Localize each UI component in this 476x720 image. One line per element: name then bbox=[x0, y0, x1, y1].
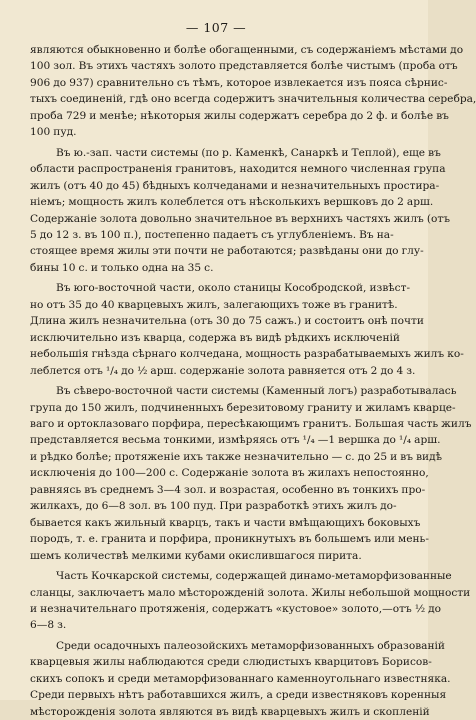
text-line: 100 зол. Въ этихъ частяхъ золото представляется болѣе чистымъ (проба отъ bbox=[30, 60, 458, 73]
text-line: Содержаніе золота довольно значительное въ верхнихъ частяхъ жилъ (отъ bbox=[30, 212, 450, 225]
text-line: 100 пуд. bbox=[30, 126, 77, 139]
text-line: 906 до 937) сравнительно съ тѣмъ, которое извлекается изъ пояса сѣрнис- bbox=[30, 76, 448, 89]
text-line: исключенія до 100—200 с. Содержаніе золота въ жилахъ непостоянно, bbox=[30, 467, 429, 480]
text-line: кварцевыя жилы наблюдаются среди слюдистыхъ кварцитовъ Борисов- bbox=[30, 656, 432, 669]
text-line: бины 10 с. и только одна на 35 с. bbox=[30, 261, 214, 274]
text-line: тыхъ соединеній, гдѣ оно всегда содержитъ значительныя количества серебра, bbox=[30, 93, 476, 106]
text-line: но отъ 35 до 40 кварцевыхъ жилъ, залегающихъ тоже въ гранитѣ. bbox=[30, 298, 398, 311]
text-line: Въ ю.-зап. части системы (по р. Каменкѣ, Санаркѣ и Теплой), еще въ bbox=[56, 146, 441, 159]
text-line: области распространенія гранитовъ, находится немного численная група bbox=[30, 163, 446, 176]
text-line: Длина жилъ незначительна (отъ 30 до 75 сажъ.) и состоитъ онѣ почти bbox=[30, 315, 424, 328]
text-line: група до 150 жилъ, подчиненныхъ березитовому граниту и жиламъ кварце- bbox=[30, 401, 456, 414]
paragraph-1 bbox=[30, 42, 476, 141]
text-line: сланцы, заключаетъ мало мѣсторожденій золота. Жилы небольшой мощности bbox=[30, 586, 471, 599]
text-line: ваго и ортоклазоваго порфира, пересѣкающимъ гранитъ. Большая часть жилъ bbox=[30, 417, 472, 430]
text-line: представляется весьма тонкими, измѣряясь отъ ¹/₄ —1 вершка до ¹/₄ арш. bbox=[30, 434, 441, 447]
text-line: Среди первыхъ нѣтъ работавшихся жилъ, а среди известняковъ коренныя bbox=[30, 689, 447, 702]
text-line: мѣсторожденія золота являются въ видѣ кварцевыхъ жилъ и скопленій bbox=[30, 705, 430, 718]
paragraph-4 bbox=[30, 383, 472, 564]
text-line: ніемъ; мощность жилъ колеблется отъ нѣсколькихъ вершковъ до 2 арш. bbox=[30, 196, 434, 209]
text-line: скихъ сопокъ и среди метаморфизованнаго каменноугольнаго известняка. bbox=[30, 672, 451, 685]
text-line: проба 729 и менѣе; нѣкоторыя жилы содержатъ серебра до 2 ф. и болѣе въ bbox=[30, 109, 449, 122]
text-line: Въ сѣверо-восточной части системы (Каменный логъ) разработывалась bbox=[56, 385, 457, 398]
text-line: Часть Кочкарской системы, содержащей динамо-метаморфизованные bbox=[56, 570, 452, 583]
paragraph-5 bbox=[30, 568, 471, 634]
text-line: Среди осадочныхъ палеозойскихъ метаморфизованныхъ образованій bbox=[56, 639, 445, 652]
paragraph-6 bbox=[30, 638, 451, 720]
text-line: исключительно изъ кварца, содержа въ видѣ рѣдкихъ исключеній bbox=[30, 331, 400, 344]
paragraph-2 bbox=[30, 145, 450, 277]
text-line: небольшія гнѣзда сѣрнаго колчедана, мощность разрабатываемыхъ жилъ ко- bbox=[30, 348, 464, 361]
text-line: 6—8 з. bbox=[30, 619, 67, 632]
text-line: и незначительнаго протяженія, содержатъ «кустовое» золото,—отъ ½ до bbox=[30, 602, 442, 615]
text-line: стоящее время жилы эти почти не работаются; развѣданы они до глу- bbox=[30, 245, 424, 258]
text-line: бывается какъ жильный кварцъ, такъ и части вмѣщающихъ боковыхъ bbox=[30, 516, 421, 529]
text-line: жилъ (отъ 40 до 45) бѣдныхъ колчеданами и незначительныхъ простира- bbox=[30, 179, 440, 192]
text-line: леблется отъ ¹/₄ до ½ арш. содержаніе золота равняется отъ 2 до 4 з. bbox=[30, 364, 416, 377]
text-line: 5 до 12 з. въ 100 п.), постепенно падаетъ съ углубленіемъ. Въ на- bbox=[30, 228, 394, 241]
text-line: являются обыкновенно и болѣе обогащенными, съ содержаніемъ мѣстами до bbox=[30, 44, 464, 56]
paragraph-3 bbox=[30, 280, 464, 379]
text-line: породъ, т. е. гранита и порфира, проникнутыхъ въ большемъ или мень- bbox=[30, 533, 429, 546]
page-number: — 107 — bbox=[185, 20, 247, 35]
text-line: и рѣдко болѣе; протяженіе ихъ также незначительно — с. до 25 и въ видѣ bbox=[30, 450, 443, 463]
text-line: жилкахъ, до 6—8 зол. въ 100 пуд. При разработкѣ этихъ жилъ до- bbox=[30, 500, 397, 513]
text-line: шемъ количествѣ мелкими кубами окислившагося пирита. bbox=[30, 549, 362, 562]
text-line: Въ юго-восточной части, около станицы Кособродской, извѣст- bbox=[56, 282, 411, 295]
document-body bbox=[30, 42, 476, 720]
text-line: равняясь въ среднемъ 3—4 зол. и возрастая, особенно въ тонкихъ про- bbox=[30, 483, 426, 496]
